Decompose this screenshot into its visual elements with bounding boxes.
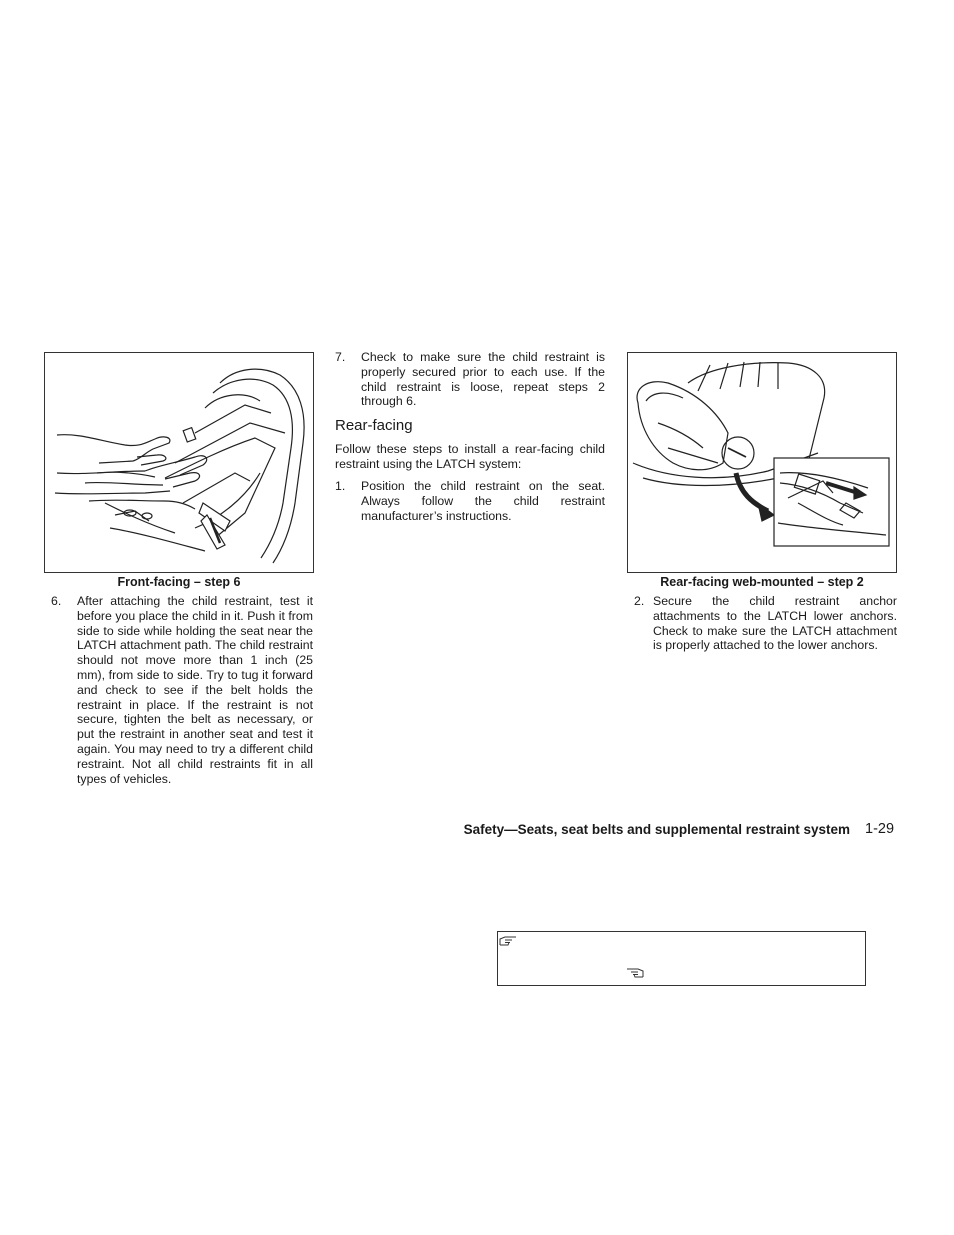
- footer-section-title: Safety—Seats, seat belts and supplemental restraint system: [463, 822, 850, 837]
- step-7-text: Check to make sure the child restraint is properly secured prior to each use. If the child restraint is loose, repeat steps 2 through 6.: [361, 350, 605, 409]
- front-facing-drawing: [45, 353, 313, 572]
- rear-facing-intro: Follow these steps to install a rear-facing child restraint using the LATCH system:: [335, 442, 605, 471]
- step-7: [335, 350, 605, 409]
- front-facing-illustration: [44, 352, 314, 573]
- step-2: [634, 594, 897, 653]
- figure-caption-front-facing: Front-facing – step 6: [117, 575, 241, 589]
- section-heading-rear-facing: Rear-facing: [335, 417, 413, 434]
- step-6-number: 6.: [51, 594, 62, 608]
- step-6-text: After attaching the child restraint, test it before you place the child in it. Push it from side to side while holding the seat near the LATCH attachment path. The child restraint should not move more than 1 inch (25 mm), from side to side. Try to tug it forward and check to see if the belt holds the restraint in place. If the restraint is not secure, tighten the belt as necessary, or put the restraint in another seat and test it again. You may need to try a different child restraint. Not all child restraints fit in all types of vehicles.: [77, 594, 313, 786]
- step-6: [51, 594, 313, 786]
- pointing-hand-icon[interactable]: [625, 966, 645, 980]
- rear-facing-illustration: [627, 352, 897, 573]
- step-7-number: 7.: [335, 350, 346, 364]
- figure-caption-rear-facing: Rear-facing web-mounted – step 2: [660, 575, 864, 589]
- step-2-number: 2.: [634, 594, 645, 608]
- rear-facing-drawing: [628, 353, 896, 572]
- footer-page-number: 1-29: [865, 821, 895, 837]
- step-1: [335, 479, 605, 523]
- step-1-text: Position the child restraint on the seat. Always follow the child restraint manufacturer’s instructions.: [361, 479, 605, 523]
- pointing-hand-icon[interactable]: [498, 934, 518, 948]
- step-2-text: Secure the child restraint anchor attachments to the LATCH lower anchors. Check to make sure the LATCH attachment is properly attached to the lower anchors.: [653, 594, 897, 653]
- navigation-box: [497, 931, 866, 986]
- step-1-number: 1.: [335, 479, 346, 493]
